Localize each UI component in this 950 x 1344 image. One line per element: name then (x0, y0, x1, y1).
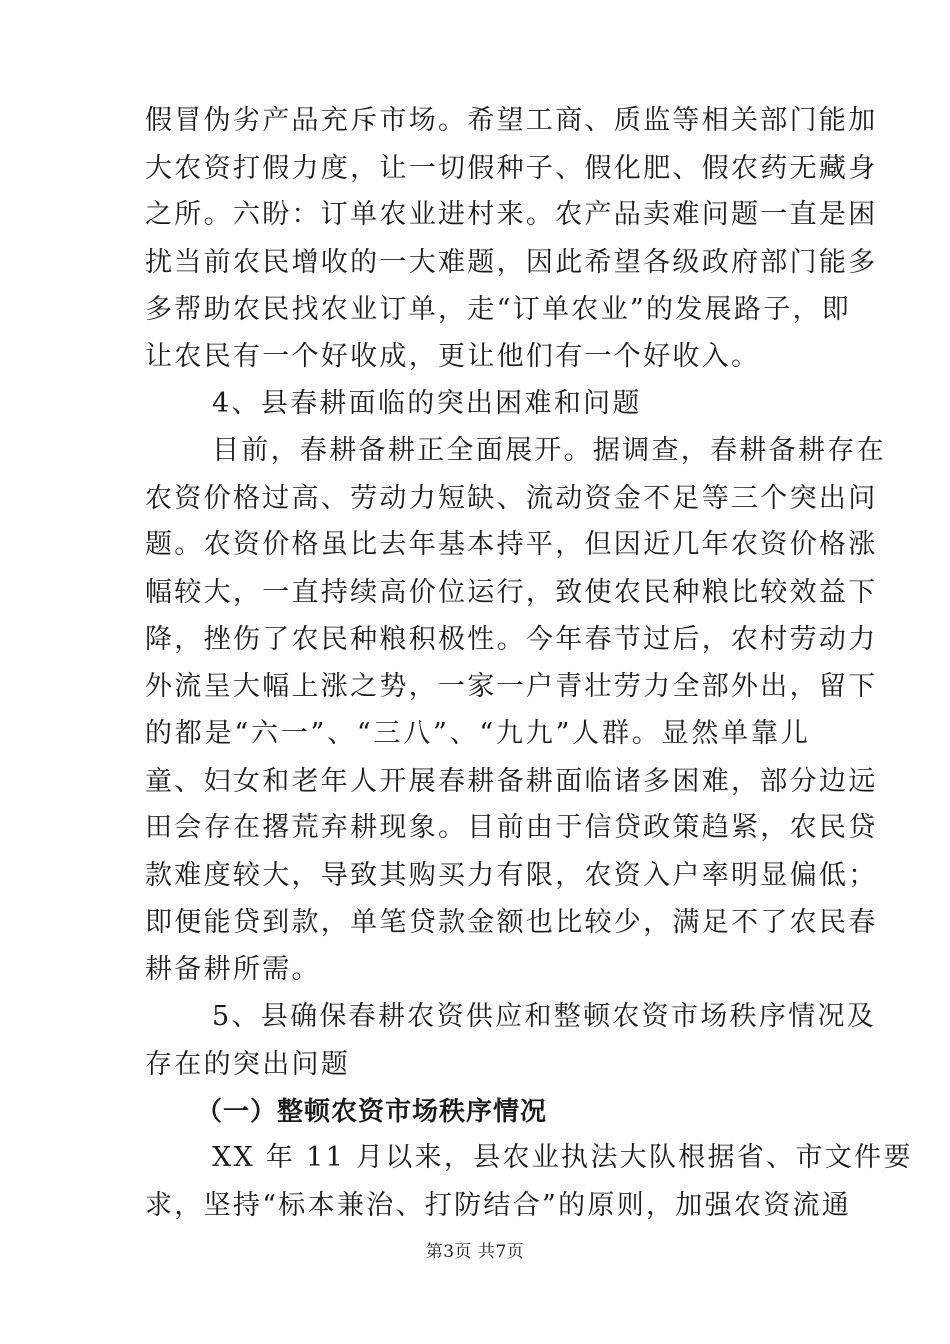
text-line: 假冒伪劣产品充斥市场。希望工商、质监等相关部门能加 (145, 105, 878, 136)
text-line: 即便能贷到款，单笔贷款金额也比较少，满足不了农民春 (145, 907, 878, 938)
section-heading: 存在的突出问题 (145, 1049, 351, 1080)
text-line: 农资价格过高、劳动力短缺、流动资金不足等三个突出问 (145, 483, 878, 514)
text-line: 耕备耕所需。 (145, 954, 321, 985)
section-heading: 4、县春耕面临的突出困难和问题 (212, 388, 642, 419)
text-line: 求，坚持“标本兼治、打防结合”的原则，加强农资流通 (145, 1190, 852, 1221)
text-line: 款难度较大，导致其购买力有限，农资入户率明显偏低； (145, 860, 878, 891)
text-line: 田会存在撂荒弃耕现象。目前由于信贷政策趋紧，农民贷 (145, 812, 878, 843)
subsection-heading: （一）整顿农资市场秩序情况 (196, 1097, 548, 1127)
page-number-footer: 第3页 共7页 (425, 1242, 525, 1262)
text-line: 目前，春耕备耕正全面展开。据调查，春耕备耕存在 (212, 435, 886, 466)
text-line: 让农民有一个好收成，更让他们有一个好收入。 (145, 341, 761, 372)
text-line: 多帮助农民找农业订单，走“订单农业”的发展路子，即 (145, 294, 852, 325)
text-line: 题。农资价格虽比去年基本持平，但因近几年农资价格涨 (145, 529, 878, 560)
text-line: 大农资打假力度，让一切假种子、假化肥、假农药无藏身 (145, 153, 878, 184)
text-line: 童、妇女和老年人开展春耕备耕面临诸多困难，部分边远 (145, 766, 878, 797)
text-line: 外流呈大幅上涨之势，一家一户青壮劳力全部外出，留下 (145, 671, 878, 702)
text-line: 扰当前农民增收的一大难题，因此希望各级政府部门能多 (145, 247, 878, 278)
text-line: 降，挫伤了农民种粮积极性。今年春节过后，农村劳动力 (145, 624, 878, 655)
text-line: 幅较大，一直持续高价位运行，致使农民种粮比较效益下 (145, 577, 878, 608)
text-line: 的都是“六一”、“三八”、“九九”人群。显然单靠儿 (145, 718, 810, 749)
section-heading: 5、县确保春耕农资供应和整顿农资市场秩序情况及 (212, 1001, 877, 1032)
text-line: 之所。六盼：订单农业进村来。农产品卖难问题一直是困 (145, 199, 878, 230)
text-line: XX 年 11 月以来，县农业执法大队根据省、市文件要 (212, 1142, 913, 1173)
